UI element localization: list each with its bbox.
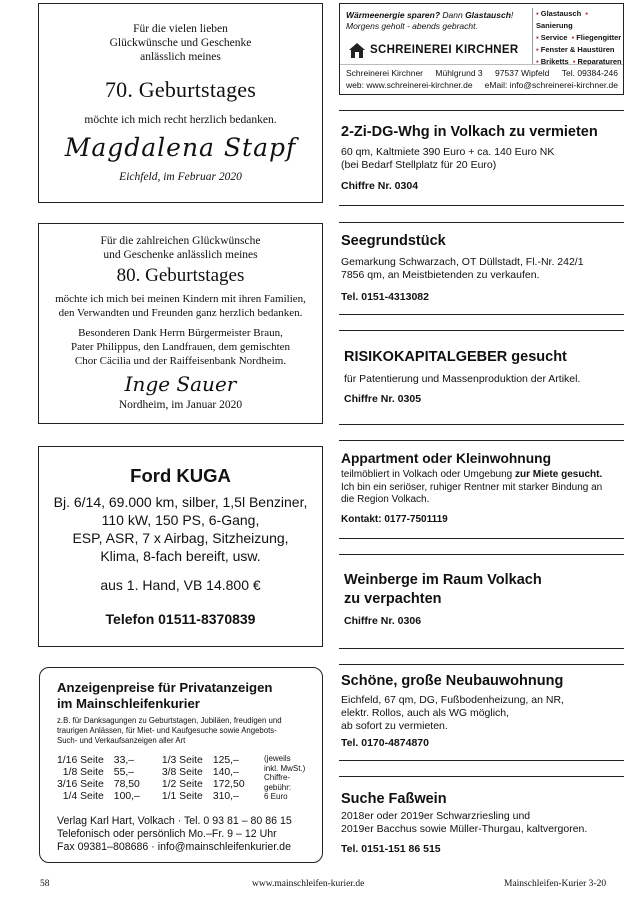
ad-text-line: ab sofort zu vermieten. [341,720,448,732]
service-item [536,45,615,54]
signature: Inge Sauer [124,372,237,396]
price-note: Chiffre- [264,773,291,782]
ford-kuga-sale-ad [38,446,323,647]
card-text-line: Besonderen Dank Herrn Bürgermeister Braun, [78,327,283,339]
ad-text-line: 7856 qm, an Meistbietenden zu verkaufen. [341,269,540,281]
ad-text-line: 60 qm, Kaltmiete 390 Euro + ca. 140 Euro NK [341,146,555,158]
price-note: inkl. MwSt.) [264,763,306,773]
publisher-contact: Fax 09381–808686 · info@mainschleifenkurier.de [57,841,291,853]
service-label: Sanierung [536,21,573,30]
divider [339,664,624,665]
address-street: Mühlgrund 3 [435,68,483,78]
prices-description: z.B. für Danksagungen zu Geburtstagen, Jubiläen, freudigen und [57,716,282,725]
email-link[interactable]: eMail: info@schreinerei-kirchner.de [484,80,618,90]
service-label: Fliegengitter [576,33,622,42]
birthday-70-thank-you-card [38,3,323,203]
page-number: 58 [40,879,50,889]
divider [339,776,624,777]
ad-price: 125,– [212,755,239,766]
slogan-text: Glastausch [465,10,511,20]
card-text-line: möchte ich mich recht herzlich bedanken. [84,114,277,126]
divider [339,222,624,223]
ad-size: 3/16 Seite [57,779,104,790]
service-list [532,8,624,64]
bullet-icon: ▪ [536,57,541,66]
ad-text-line: ESP, ASR, 7 x Airbag, Sitzheizung, [72,530,289,546]
ad-size: 1/8 Seite [62,767,104,778]
card-text-line: möchte ich mich bei meinen Kindern mit ihren Familien, [55,293,306,305]
ad-text-line: Ich bin ein seriöser, ruhiger Rentner mit starker Bindung an [341,481,603,493]
address-city: 97537 Wipfeld [495,68,550,78]
ad-phone: Tel. 0170-4874870 [341,737,429,749]
divider [339,424,624,425]
ad-size: 1/2 Seite [161,779,203,790]
ad-text-line: 110 kW, 150 PS, 6-Gang, [101,512,260,528]
schreinerei-kirchner-ad [339,3,624,95]
service-item [571,33,621,42]
divider [339,314,624,315]
slogan-text: Wärmeenergie sparen? [346,10,441,20]
kirchner-logo [348,41,519,59]
ad-size: 1/16 Seite [57,755,104,766]
website-link[interactable]: web: www.schreinerei-kirchner.de [346,80,473,90]
ad-heading: Appartment oder Kleinwohnung [341,451,552,466]
prices-description: Such- und Verkaufsanzeigen aller Art [57,736,186,745]
ad-heading: RISIKOKAPITALGEBER gesucht [344,349,567,365]
divider [339,760,624,761]
ad-price: 140,– [212,767,239,778]
price-note: 6 Euro [264,792,288,801]
slogan-text: Dann [440,10,466,20]
ad-size: 3/8 Seite [161,767,203,778]
ad-heading: Seegrundstück [341,233,446,249]
price-note: gebühr: [264,782,292,792]
chiffre-code: Chiffre Nr. 0305 [344,393,422,405]
divider [339,648,624,649]
footer-website[interactable]: www.mainschleifen-kurier.de [252,879,365,889]
bullet-icon: ▪ [536,9,541,18]
publisher-contact: Verlag Karl Hart, Volkach · Tel. 0 93 81 – 80 86 15 [57,815,292,827]
ad-heading: Ford KUGA [130,465,231,486]
card-text-line: Für die vielen lieben [133,23,228,35]
ad-text-line: 2019er Bacchus sowie Müller-Thurgau, kaltvergoren. [341,823,588,835]
birthday-80-thank-you-card [38,223,323,424]
bullet-icon: ▪ [572,57,578,66]
signature: Magdalena Stapf [64,133,297,162]
footer-issue: Mainschleifen-Kurier 3-20 [504,879,607,889]
bullet-icon: ▪ [536,45,541,54]
ad-heading: zu verpachten [344,591,442,607]
service-label: Briketts [540,57,569,66]
bullet-icon: ▪ [571,33,577,42]
publisher-contact: Telefonisch oder persönlich Mo.–Fr. 9 – 12 Uhr [57,828,277,840]
ad-text-line: Eichfeld, 67 qm, DG, Fußbodenheizung, an NR, [341,694,564,706]
slogan-text: ! [510,10,514,20]
service-label: Service [540,33,568,42]
card-text-line: Pater Philippus, den Landfrauen, dem gemischten [70,341,291,353]
address-phone: Tel. 09384-246 [561,68,618,78]
card-text-line: und Geschenke anlässlich meines [103,249,258,261]
ad-phone: Tel. 0151-151 86 515 [341,843,441,855]
ad-price: 33,– [113,755,135,766]
service-row [536,44,624,56]
bullet-icon: ▪ [536,33,541,42]
service-label: Glastausch [540,9,582,18]
ad-size: 1/3 Seite [161,755,203,766]
ad-price: 55,– [113,767,135,778]
ad-text-line: für Patentierung und Massenproduktion der Artikel. [344,373,581,385]
divider [339,110,624,111]
card-text-line: Für die zahlreichen Glückwünsche [100,235,261,247]
ad-text-line: teilmöbliert in Volkach oder Umgebung [341,469,515,480]
service-row [536,8,624,32]
prices-description: traurigen Anlässen, für Miet- und Kaufgesuche sowie Angebots- [57,726,277,735]
ad-text-line: Gemarkung Schwarzach, OT Düllstadt, Fl.-Nr. 242/1 [341,256,584,268]
price-row [57,755,245,767]
private-ad-prices-box [39,667,323,863]
price-row [57,791,245,803]
logo-text: SCHREINEREI KIRCHNER [370,44,519,56]
service-row [536,32,624,44]
card-heading: 80. Geburtstages [116,265,245,286]
ad-phone: Tel. 0151-4313082 [341,291,429,303]
price-row [57,779,245,791]
card-heading: 70. Geburtstages [104,77,257,102]
card-text-line: Glückwünsche und Geschenke [109,37,252,49]
service-row [536,56,624,68]
place-date: Eichfeld, im Februar 2020 [119,171,242,183]
ad-heading: Schöne, große Neubauwohnung [341,673,564,689]
address-name: Schreinerei Kirchner [346,68,424,78]
ad-text-line: die Region Volkach. [341,494,430,505]
card-text-line: den Verwandten und Freunden ganz herzlich bedanken. [58,307,303,319]
ad-price: 310,– [212,791,239,802]
service-label: Reparaturen [577,57,622,66]
ad-price: 100,– [113,791,140,802]
ad-size: 1/1 Seite [161,791,203,802]
ad-text-line: 2018er oder 2019er Schwarzriesling und [341,810,531,822]
card-text-line: Chor Cäcilia und der Raiffeisenbank Nordheim. [74,355,287,367]
price-row [57,767,245,779]
ad-heading: Suche Faßwein [341,791,447,807]
ad-size: 1/4 Seite [62,791,104,802]
chiffre-code: Chiffre Nr. 0306 [344,615,422,627]
divider [339,440,624,441]
service-item [536,9,581,18]
ad-text-line: (bei Bedarf Stellplatz für 20 Euro) [341,159,497,171]
ad-text-emphasis: zur Miete gesucht. [514,469,603,480]
ad-heading: Weinberge im Raum Volkach [344,572,542,588]
ad-phone: Telefon 01511-8370839 [105,611,256,627]
divider [339,330,624,331]
ad-heading: 2-Zi-DG-Whg in Volkach zu vermieten [341,124,598,140]
ad-price: aus 1. Hand, VB 14.800 € [100,577,261,593]
ad-text-line: Klima, 8-fach bereift, usw. [100,548,261,564]
price-table [57,755,245,803]
bullet-icon: ▪ [585,9,588,18]
chiffre-code: Chiffre Nr. 0304 [341,180,419,192]
ad-text-line: elektr. Rollos, auch als WG möglich, [341,707,510,719]
ad-contact: Kontakt: 0177-7501119 [341,514,448,525]
price-note: (jeweils [264,754,291,763]
saw-house-icon [348,41,366,59]
prices-title: im Mainschleifenkurier [57,696,200,711]
ad-text-line: Bj. 6/14, 69.000 km, silber, 1,5l Benziner, [53,494,308,510]
divider [339,538,624,539]
place-date: Nordheim, im Januar 2020 [118,399,243,411]
service-item [536,33,567,42]
card-text-line: anlässlich meines [140,51,221,63]
divider [339,205,624,206]
divider [339,554,624,555]
ad-price: 78,50 [113,779,140,790]
service-label: Fenster & Haustüren [540,45,615,54]
prices-title: Anzeigenpreise für Privatanzeigen [57,680,273,695]
ad-price: 172,50 [212,779,245,790]
slogan-text: Morgens geholt - abends gebracht. [346,21,478,31]
